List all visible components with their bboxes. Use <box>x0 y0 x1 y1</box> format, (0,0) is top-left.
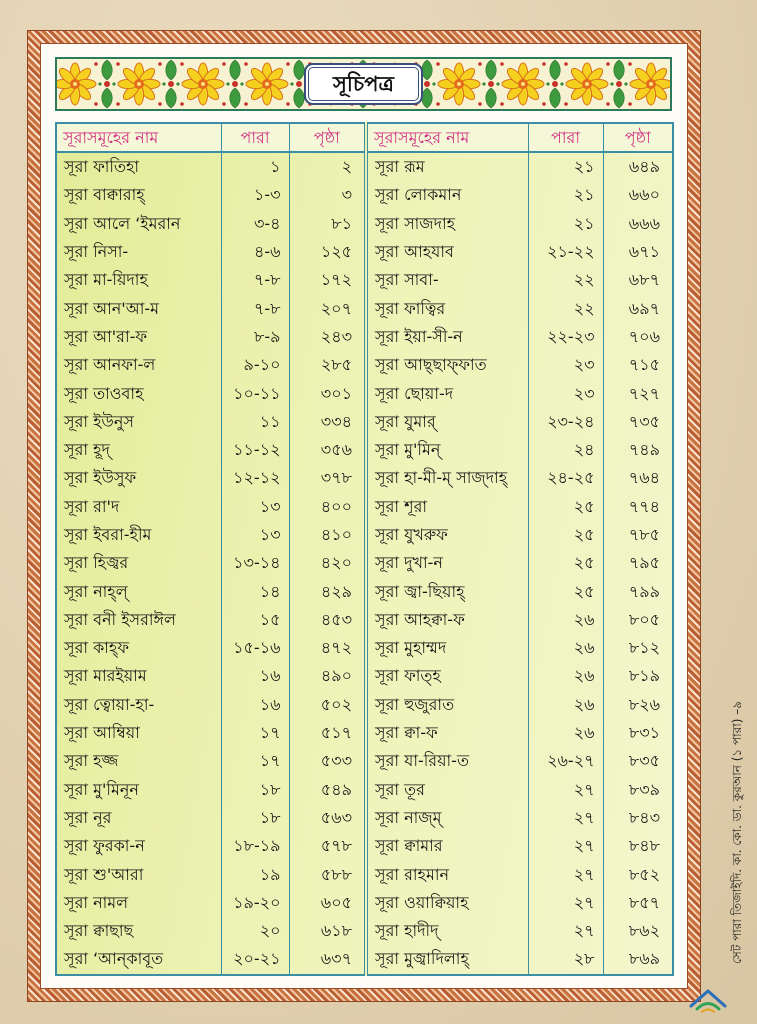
table-row <box>56 804 673 832</box>
left-surah-name: সূরা আলে ‘ইমরান <box>56 210 221 238</box>
right-page-number: ৬৬৬ <box>628 213 660 233</box>
right-surah-name: সূরা হুজুরাত <box>366 691 528 719</box>
left-para-number: ১৩-১৪ <box>221 549 289 577</box>
left-surah-name: সূরা ফাতিহা <box>56 152 221 181</box>
left-page-number: ২ <box>289 152 366 181</box>
table-row <box>56 464 673 492</box>
left-para-number: ৪-৬ <box>221 238 289 266</box>
left-page-number: ৩০১ <box>289 379 366 407</box>
table-row <box>56 379 673 407</box>
right-page-header: পৃষ্ঠা <box>603 123 673 152</box>
right-surah-name: সূরা ইয়া-সী-ন <box>366 323 528 351</box>
right-para-header: পারা <box>528 123 603 152</box>
right-para-number: ২৫ <box>528 493 603 521</box>
left-surah-name: সূরা মারইয়াম <box>56 662 221 690</box>
table-row <box>56 917 673 945</box>
left-surah-name: সূরা নামল <box>56 889 221 917</box>
left-para-number: ৩-৪ <box>221 210 289 238</box>
left-page-number: ৪১০ <box>289 521 366 549</box>
left-surah-name: সূরা আম্বিয়া <box>56 719 221 747</box>
left-surah-header: সূরাসমূহের নাম <box>56 123 221 152</box>
right-para-number: ২৬ <box>528 719 603 747</box>
right-page-number: ৮৫৭ <box>628 892 660 912</box>
left-surah-name: সূরা বাক্বারাহ্ <box>56 181 221 209</box>
right-para-number: ২৫ <box>528 577 603 605</box>
right-surah-name: সূরা আছ্ছাফ্ফাত <box>366 351 528 379</box>
left-page-number: ২৮৫ <box>289 351 366 379</box>
left-surah-name: সূরা ইবরা-হীম <box>56 521 221 549</box>
right-para-number: ২৬ <box>528 662 603 690</box>
right-page-number: ৬৭১ <box>628 242 660 262</box>
right-surah-name: সূরা ছোয়া-দ <box>366 379 528 407</box>
left-surah-name: সূরা ত্বোয়া-হা- <box>56 691 221 719</box>
table-row <box>56 691 673 719</box>
table-row <box>56 294 673 322</box>
left-surah-name: সূরা ফুরকা-ন <box>56 832 221 860</box>
right-para-number: ২৭ <box>528 917 603 945</box>
left-page-number: ৫৩৩ <box>289 747 366 775</box>
right-para-number: ২৫ <box>528 521 603 549</box>
left-surah-name: সূরা আন'আ-ম <box>56 294 221 322</box>
right-page-number: ৬৯৭ <box>628 298 660 318</box>
right-surah-name: সূরা যা-রিয়া-ত <box>366 747 528 775</box>
table-row <box>56 521 673 549</box>
left-surah-name: সূরা রা'দ <box>56 493 221 521</box>
left-surah-name: সূরা ইউসুফ <box>56 464 221 492</box>
right-surah-name: সূরা ওয়াক্বিয়াহ <box>366 889 528 917</box>
left-para-number: ১৭ <box>221 747 289 775</box>
left-page-number: ৫০২ <box>289 691 366 719</box>
right-page-number: ৮৩৯ <box>628 779 660 799</box>
left-para-number: ১১ <box>221 408 289 436</box>
right-para-number: ২৬ <box>528 606 603 634</box>
right-page-number: ৭৪৯ <box>628 440 660 460</box>
left-para-number: ১২-১২ <box>221 464 289 492</box>
table-row <box>56 152 673 181</box>
table-row <box>56 408 673 436</box>
right-page-number: ৮০৫ <box>628 609 660 629</box>
table-row <box>56 181 673 209</box>
right-para-number: ২৩ <box>528 379 603 407</box>
left-page-number: ৬৩৭ <box>289 945 366 974</box>
left-surah-name: সূরা আনফা-ল <box>56 351 221 379</box>
left-page-number: ৪০০ <box>289 493 366 521</box>
right-page-number: ৮৪৩ <box>628 807 660 827</box>
right-para-number: ২৭ <box>528 776 603 804</box>
left-page-number: ৪২০ <box>289 549 366 577</box>
table-row <box>56 266 673 294</box>
page-title-box <box>304 63 423 105</box>
right-page-number: ৭৯৯ <box>628 581 660 601</box>
right-para-number: ২২ <box>528 266 603 294</box>
right-page-number: ৮৪৮ <box>628 836 660 856</box>
right-surah-name: সূরা হাদীদ্ <box>366 917 528 945</box>
right-surah-name: সূরা ফাত্বির <box>366 294 528 322</box>
right-para-number: ২১-২২ <box>528 238 603 266</box>
right-page-number: ৭৯৫ <box>628 553 660 573</box>
table-row <box>56 351 673 379</box>
right-surah-name: সূরা মুহাম্মদ <box>366 634 528 662</box>
right-para-number: ২৬ <box>528 634 603 662</box>
right-page-number: ৮৫২ <box>628 864 660 884</box>
left-page-number: ৩৩৪ <box>289 408 366 436</box>
left-page-number: ৩ <box>289 181 366 209</box>
right-page-number: ৮২৬ <box>628 694 660 714</box>
right-para-number: ২৮ <box>528 945 603 974</box>
table-row <box>56 945 673 974</box>
right-surah-name: সূরা দুখা-ন <box>366 549 528 577</box>
left-surah-name: সূরা বনী ইসরাঈল <box>56 606 221 634</box>
left-page-number: ৫৪৯ <box>289 776 366 804</box>
right-para-number: ২৩-২৪ <box>528 408 603 436</box>
left-para-number: ১৪ <box>221 577 289 605</box>
table-row <box>56 493 673 521</box>
left-surah-name: সূরা মু'মিনূন <box>56 776 221 804</box>
left-page-number: ৪২৯ <box>289 577 366 605</box>
right-surah-name: সূরা ক্বামার <box>366 832 528 860</box>
left-page-number: ৩৫৬ <box>289 436 366 464</box>
left-page-number: ৬০৫ <box>289 889 366 917</box>
right-para-number: ২৭ <box>528 804 603 832</box>
right-page-number: ৮৩৫ <box>628 751 660 771</box>
right-surah-name: সূরা সাবা- <box>366 266 528 294</box>
right-page-number: ৮৬৯ <box>628 949 660 969</box>
left-para-number: ১৫ <box>221 606 289 634</box>
left-para-number: ১৩ <box>221 521 289 549</box>
right-surah-name: সূরা রূম <box>366 152 528 181</box>
left-para-number: ২০-২১ <box>221 945 289 974</box>
right-page-number: ৭৮৫ <box>628 525 660 544</box>
right-page-number: ৭২৭ <box>628 383 660 403</box>
table-row <box>56 747 673 775</box>
left-surah-name: সূরা হজ্জ <box>56 747 221 775</box>
right-surah-name: সূরা মুজ্বাদিলাহ্ <box>366 945 528 974</box>
left-page-number: ৫১৭ <box>289 719 366 747</box>
right-para-number: ২১ <box>528 210 603 238</box>
left-surah-name: সূরা ইউনুস <box>56 408 221 436</box>
left-para-number: ১৮-১৯ <box>221 832 289 860</box>
right-page-number: ৮৩১ <box>628 723 660 743</box>
right-para-number: ২৭ <box>528 832 603 860</box>
left-surah-name: সূরা নাহ্ল্ <box>56 577 221 605</box>
table-row <box>56 436 673 464</box>
right-surah-name: সূরা রাহমান <box>366 860 528 888</box>
left-para-number: ১ <box>221 152 289 181</box>
left-surah-name: সূরা আ'রা-ফ <box>56 323 221 351</box>
right-surah-name: সূরা শূরা <box>366 493 528 521</box>
left-surah-name: সূরা মা-য়িদাহ <box>56 266 221 294</box>
right-para-number: ২৩ <box>528 351 603 379</box>
right-page-number: ৮১২ <box>628 638 660 658</box>
publisher-logo-icon <box>688 986 728 1014</box>
right-para-number: ২৪ <box>528 436 603 464</box>
table-body <box>56 152 673 975</box>
right-page-number: ৭৩৫ <box>628 411 660 431</box>
left-page-number: ৫৮৮ <box>289 860 366 888</box>
table-row <box>56 210 673 238</box>
right-surah-name: সূরা হা-মী-ম্ সাজ্দাহ্ <box>366 464 528 492</box>
left-page-number: ৮১ <box>289 210 366 238</box>
left-para-number: ৯-১০ <box>221 351 289 379</box>
right-surah-header: সূরাসমূহের নাম <box>366 123 528 152</box>
left-surah-name: সূরা শু'আরা <box>56 860 221 888</box>
left-surah-name: সূরা হিজ্বর <box>56 549 221 577</box>
table-row <box>56 860 673 888</box>
left-surah-name: সূরা নূর <box>56 804 221 832</box>
left-para-number: ১৮ <box>221 776 289 804</box>
right-page-number: ৮৬২ <box>628 921 660 941</box>
header-row <box>56 123 673 152</box>
left-page-number: ২০৭ <box>289 294 366 322</box>
right-surah-name: সূরা তূর <box>366 776 528 804</box>
left-para-number: ১৯-২০ <box>221 889 289 917</box>
left-surah-name: সূরা হূদ্ <box>56 436 221 464</box>
table-row <box>56 577 673 605</box>
left-para-header: পারা <box>221 123 289 152</box>
right-surah-name: সূরা ক্বা-ফ <box>366 719 528 747</box>
left-para-number: ১৯ <box>221 860 289 888</box>
table-row <box>56 606 673 634</box>
right-para-number: ২৬ <box>528 691 603 719</box>
right-page-number: ৭১৫ <box>628 355 660 375</box>
right-para-number: ২৭ <box>528 860 603 888</box>
left-page-number: ৩৭৮ <box>289 464 366 492</box>
right-para-number: ২২ <box>528 294 603 322</box>
right-para-number: ২১ <box>528 152 603 181</box>
left-para-number: ১০-১১ <box>221 379 289 407</box>
right-para-number: ২১ <box>528 181 603 209</box>
left-page-number: ৪৫৩ <box>289 606 366 634</box>
right-para-number: ২২-২৩ <box>528 323 603 351</box>
left-para-number: ১৬ <box>221 691 289 719</box>
table-row <box>56 323 673 351</box>
table-row <box>56 549 673 577</box>
surah-index-table <box>55 122 674 976</box>
left-page-number: ৪৯০ <box>289 662 366 690</box>
left-para-number: ৮-৯ <box>221 323 289 351</box>
left-para-number: ৭-৮ <box>221 266 289 294</box>
left-page-number: ২৪৩ <box>289 323 366 351</box>
table-row <box>56 662 673 690</box>
right-page-number: ৮১৯ <box>628 666 660 686</box>
table-row <box>56 238 673 266</box>
table-row <box>56 776 673 804</box>
right-surah-name: সূরা সাজদাহ <box>366 210 528 238</box>
right-surah-name: সূরা জ্বা-ছিয়াহ্ <box>366 577 528 605</box>
left-page-number: ১২৫ <box>289 238 366 266</box>
table-row <box>56 634 673 662</box>
table-row <box>56 719 673 747</box>
right-surah-name: সূরা আহযাব <box>366 238 528 266</box>
table-row <box>56 832 673 860</box>
right-surah-name: সূরা যুমার্ <box>366 408 528 436</box>
left-para-number: ১-৩ <box>221 181 289 209</box>
right-page-number: ৬৪৯ <box>628 157 660 177</box>
left-page-number: ৬১৮ <box>289 917 366 945</box>
left-para-number: ১৮ <box>221 804 289 832</box>
table-row <box>56 889 673 917</box>
left-para-number: ১৩ <box>221 493 289 521</box>
right-page-number: ৭০৬ <box>628 326 660 346</box>
left-surah-name: সূরা নিসা- <box>56 238 221 266</box>
right-page-number: ৭৭৪ <box>628 496 660 516</box>
right-surah-name: সূরা যুখরুফ <box>366 521 528 549</box>
right-page-number: ৬৮৭ <box>628 270 660 290</box>
page-title: সূচিপত্র <box>333 72 394 96</box>
left-surah-name: সূরা ক্বাছাছ <box>56 917 221 945</box>
right-para-number: ২৫ <box>528 549 603 577</box>
left-page-number: ৪৭২ <box>289 634 366 662</box>
left-page-header: পৃষ্ঠা <box>289 123 366 152</box>
left-para-number: ১৭ <box>221 719 289 747</box>
right-page-number: ৭৬৪ <box>628 468 660 488</box>
right-surah-name: সূরা নাজ্ম্ <box>366 804 528 832</box>
right-para-number: ২৭ <box>528 889 603 917</box>
margin-note: সেট পারা তিজাইদি. কা. কো. ডা. কুরআন (১ পারা) –৯ <box>730 701 744 964</box>
left-para-number: ১৬ <box>221 662 289 690</box>
left-para-number: ১১-১২ <box>221 436 289 464</box>
right-para-number: ২৬-২৭ <box>528 747 603 775</box>
left-surah-name: সূরা তাওবাহ <box>56 379 221 407</box>
right-surah-name: সূরা মু'মিন্ <box>366 436 528 464</box>
left-page-number: ৫৬৩ <box>289 804 366 832</box>
table-header <box>56 123 673 152</box>
left-page-number: ১৭২ <box>289 266 366 294</box>
left-surah-name: সূরা ‘আন্কাবূত <box>56 945 221 974</box>
left-para-number: ২০ <box>221 917 289 945</box>
right-surah-name: সূরা ফাত্হ <box>366 662 528 690</box>
left-page-number: ৫৭৮ <box>289 832 366 860</box>
left-para-number: ৭-৮ <box>221 294 289 322</box>
right-surah-name: সূরা আহক্বা-ফ <box>366 606 528 634</box>
right-page-number: ৬৬০ <box>628 185 660 205</box>
left-para-number: ১৫-১৬ <box>221 634 289 662</box>
left-surah-name: সূরা কাহ্ফ <box>56 634 221 662</box>
right-surah-name: সূরা লোকমান <box>366 181 528 209</box>
right-para-number: ২৪-২৫ <box>528 464 603 492</box>
title-banner <box>55 57 672 111</box>
